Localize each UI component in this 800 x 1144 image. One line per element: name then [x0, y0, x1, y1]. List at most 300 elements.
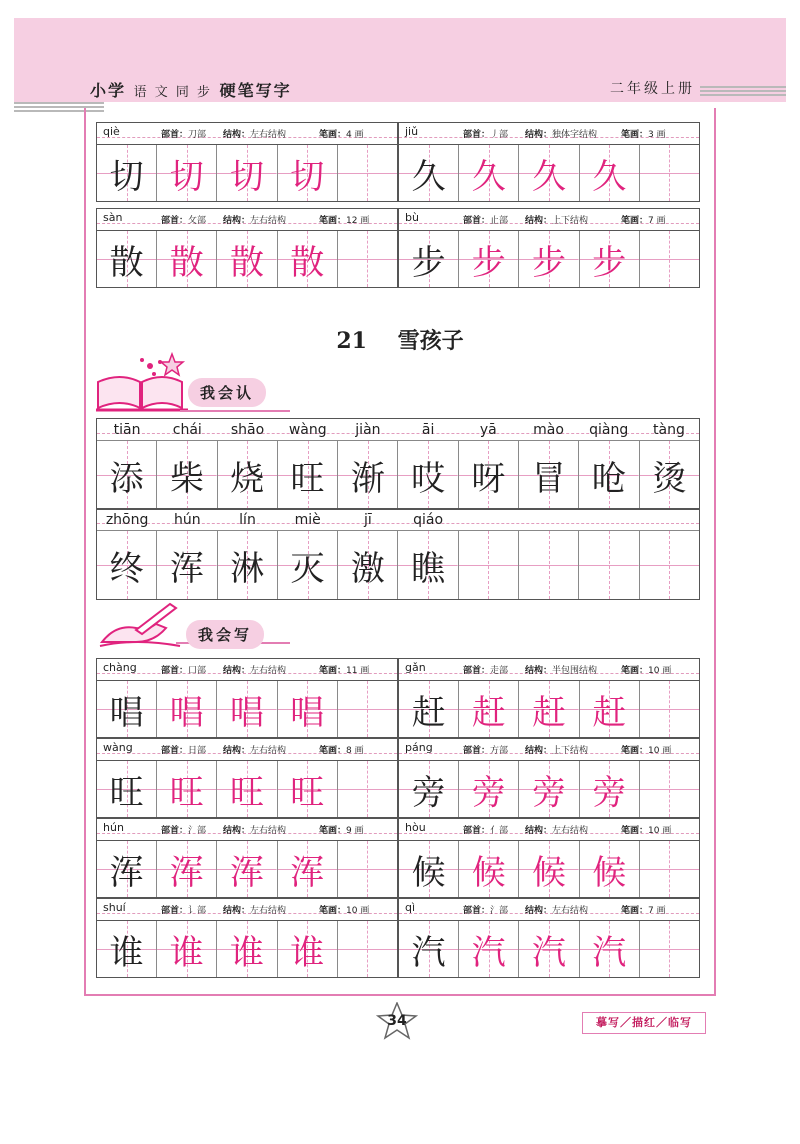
- radical-label: 部首：: [161, 130, 189, 140]
- strokes-value: 9 画: [346, 826, 364, 836]
- trace-char-cell[interactable]: [217, 761, 277, 817]
- structure-label: 结构：: [223, 746, 251, 756]
- trace-char: 久: [592, 156, 627, 197]
- char-radical: [463, 903, 508, 916]
- char-structure: [525, 823, 588, 836]
- recognize-char: 终: [109, 548, 144, 589]
- trace-char-cell[interactable]: [278, 841, 338, 897]
- writing-box-3: [96, 208, 398, 288]
- trace-char: 唱: [230, 692, 264, 733]
- model-char: 久: [411, 156, 446, 197]
- radical-value: 丿部: [490, 130, 509, 140]
- trace-char-cell[interactable]: [459, 231, 519, 287]
- practice-cells: [97, 145, 397, 201]
- blank-practice-cell[interactable]: [640, 761, 699, 817]
- recognize-char: 柴: [169, 458, 204, 499]
- practice-cells: [97, 921, 397, 977]
- model-char-cell: [399, 231, 459, 287]
- structure-value: 左右结构: [250, 746, 287, 756]
- strokes-label: 笔画：: [319, 130, 347, 140]
- trace-char-cell[interactable]: [459, 921, 519, 977]
- char-structure: [223, 663, 286, 676]
- structure-label: 结构：: [525, 906, 553, 916]
- writing-box-1: [96, 122, 398, 202]
- char-radical: [463, 127, 508, 140]
- trace-char-cell[interactable]: [580, 921, 640, 977]
- char-strokes: [621, 743, 671, 756]
- recognize-pinyin: lín: [239, 512, 256, 528]
- radical-label: 部首：: [463, 746, 491, 756]
- strokes-label: 笔画：: [319, 826, 347, 836]
- practice-cells: [97, 681, 397, 737]
- trace-char-cell[interactable]: [519, 921, 579, 977]
- structure-label: 结构：: [525, 746, 553, 756]
- structure-value: 左右结构: [250, 906, 287, 916]
- trace-char: 浑: [230, 852, 264, 893]
- trace-char: 谁: [169, 932, 204, 973]
- char-pinyin: hòu: [405, 821, 426, 834]
- trace-char: 切: [230, 156, 264, 197]
- char-info: [399, 739, 699, 761]
- model-char-cell: [399, 761, 459, 817]
- trace-char: 切: [290, 156, 325, 197]
- recognize-grid: [96, 418, 700, 510]
- trace-char-cell[interactable]: [519, 145, 579, 201]
- strokes-value: 11 画: [346, 666, 370, 676]
- model-char: 谁: [109, 932, 144, 973]
- trace-char: 候: [471, 852, 506, 893]
- recognize-char-cell: [579, 441, 639, 509]
- structure-value: 半包围结构: [552, 666, 598, 676]
- trace-char: 唱: [290, 692, 325, 733]
- trace-char-cell[interactable]: [278, 231, 338, 287]
- recognize-pinyin: shāo: [230, 422, 265, 438]
- trace-char-cell[interactable]: [217, 145, 277, 201]
- trace-char: 谁: [230, 932, 264, 973]
- recognize-label: 我会认: [188, 378, 266, 407]
- recognize-char: 渐: [350, 458, 385, 499]
- recognize-pinyin: jī: [364, 512, 372, 528]
- recognize-pinyin: [458, 509, 518, 530]
- char-structure: [525, 663, 597, 676]
- recognize-pinyin: āi: [421, 422, 435, 438]
- trace-char-cell[interactable]: [217, 231, 277, 287]
- trace-char: 散: [169, 242, 204, 283]
- trace-char: 谁: [290, 932, 325, 973]
- model-char-cell: [399, 145, 459, 201]
- blank-practice-cell[interactable]: [640, 231, 699, 287]
- char-info: [399, 899, 699, 921]
- structure-value: 上下结构: [552, 216, 589, 226]
- trace-char: 旁: [471, 772, 506, 813]
- strokes-value: 4 画: [346, 130, 364, 140]
- trace-char-cell[interactable]: [157, 761, 217, 817]
- trace-char-cell[interactable]: [278, 681, 338, 737]
- recognize-char: 淋: [230, 548, 265, 589]
- recognize-char: 呛: [592, 458, 627, 499]
- structure-label: 结构：: [223, 216, 251, 226]
- recognize-row-2: [97, 509, 699, 599]
- recognize-pinyin: [579, 509, 639, 530]
- writing-box-write-7: [96, 898, 398, 978]
- structure-label: 结构：: [223, 130, 251, 140]
- radical-label: 部首：: [161, 666, 189, 676]
- model-char: 候: [411, 852, 446, 893]
- model-char: 步: [411, 242, 446, 283]
- strokes-label: 笔画：: [621, 130, 649, 140]
- recognize-char: 哎: [411, 458, 446, 499]
- page-number-text: 34: [387, 1013, 407, 1029]
- recognize-char-cell: [640, 441, 699, 509]
- structure-label: 结构：: [525, 130, 553, 140]
- recognize-pinyin: [639, 509, 699, 530]
- trace-char: 步: [471, 242, 506, 283]
- recognize-char-cell: [278, 531, 338, 599]
- writing-box-write-4: [398, 738, 700, 818]
- trace-char-cell[interactable]: [459, 145, 519, 201]
- trace-char: 旺: [290, 772, 325, 813]
- char-pinyin: chàng: [103, 661, 137, 674]
- char-info: [97, 123, 397, 145]
- recognize-char: 激: [350, 548, 385, 589]
- book-title-part1: 小学: [90, 81, 127, 100]
- strokes-value: 10 画: [648, 666, 672, 676]
- char-info: [97, 819, 397, 841]
- blank-practice-cell[interactable]: [338, 681, 397, 737]
- strokes-label: 笔画：: [319, 216, 347, 226]
- recognize-char: 浑: [169, 548, 204, 589]
- radical-value: 方部: [490, 746, 509, 756]
- char-info: [97, 739, 397, 761]
- model-char: 赶: [411, 692, 446, 733]
- book-title-part3: 硬笔写字: [219, 81, 292, 100]
- radical-value: 口部: [188, 666, 207, 676]
- model-char: 浑: [109, 852, 144, 893]
- blank-practice-cell[interactable]: [338, 231, 397, 287]
- trace-char-cell[interactable]: [580, 681, 640, 737]
- char-strokes: [319, 903, 369, 916]
- recognize-char: 瞧: [411, 548, 446, 589]
- writing-box-write-1: [96, 658, 398, 738]
- char-pinyin: qiè: [103, 125, 120, 138]
- recognize-grid-2: [96, 508, 700, 600]
- strokes-value: 12 画: [346, 216, 370, 226]
- model-char-cell: [399, 841, 459, 897]
- char-strokes: [621, 213, 666, 226]
- radical-value: 讠部: [188, 906, 207, 916]
- char-structure: [525, 213, 588, 226]
- blank-practice-cell[interactable]: [338, 761, 397, 817]
- footer-tag: 摹写／描红／临写: [582, 1012, 706, 1034]
- trace-char: 浑: [169, 852, 204, 893]
- practice-cells: [399, 681, 699, 737]
- trace-char-cell[interactable]: [157, 145, 217, 201]
- trace-char-cell[interactable]: [580, 841, 640, 897]
- practice-cells: [399, 145, 699, 201]
- practice-cells: [399, 921, 699, 977]
- practice-cells: [97, 231, 397, 287]
- recognize-pinyin: qiáo: [413, 512, 444, 528]
- blank-practice-cell[interactable]: [338, 921, 397, 977]
- char-radical: [463, 743, 508, 756]
- trace-char: 久: [471, 156, 506, 197]
- trace-char: 候: [592, 852, 627, 893]
- model-char-cell: [97, 921, 157, 977]
- model-char-cell: [97, 231, 157, 287]
- char-info: [399, 659, 699, 681]
- structure-value: 左右结构: [250, 666, 287, 676]
- trace-char-cell[interactable]: [157, 921, 217, 977]
- book-title-part2: 语 文 同 步: [133, 85, 212, 100]
- trace-char-cell[interactable]: [459, 841, 519, 897]
- recognize-pinyin: chái: [172, 422, 202, 438]
- trace-char: 散: [290, 242, 325, 283]
- recognize-pinyin: [518, 509, 578, 530]
- char-strokes: [621, 127, 666, 140]
- radical-label: 部首：: [463, 906, 491, 916]
- recognize-char-cell: [278, 441, 338, 509]
- structure-label: 结构：: [223, 666, 251, 676]
- recognize-char-cell: [338, 531, 398, 599]
- trace-char: 汽: [592, 932, 627, 973]
- practice-cells: [97, 841, 397, 897]
- recognize-char-cell: [218, 531, 278, 599]
- char-strokes: [621, 903, 666, 916]
- recognize-char: 旺: [290, 458, 325, 499]
- trace-char-cell[interactable]: [217, 841, 277, 897]
- radical-value: 止部: [490, 216, 509, 226]
- recognize-char-cell: [519, 441, 579, 509]
- radical-label: 部首：: [161, 826, 189, 836]
- trace-char-cell[interactable]: [459, 681, 519, 737]
- trace-char: 赶: [592, 692, 627, 733]
- writing-box-2: [398, 122, 700, 202]
- strokes-label: 笔画：: [621, 746, 649, 756]
- trace-char-cell[interactable]: [157, 681, 217, 737]
- strokes-value: 7 画: [648, 906, 666, 916]
- char-structure: [525, 127, 597, 140]
- char-radical: [161, 823, 206, 836]
- trace-char-cell[interactable]: [278, 145, 338, 201]
- char-strokes: [319, 663, 369, 676]
- blank-practice-cell[interactable]: [640, 145, 699, 201]
- recognize-char-cell: [157, 441, 217, 509]
- lesson-title: [0, 324, 800, 355]
- trace-char-cell[interactable]: [278, 761, 338, 817]
- char-info: [399, 209, 699, 231]
- char-structure: [525, 903, 588, 916]
- model-char-cell: [97, 681, 157, 737]
- blank-practice-cell[interactable]: [640, 681, 699, 737]
- char-radical: [463, 663, 508, 676]
- model-char: 散: [109, 242, 144, 283]
- practice-cells: [399, 841, 699, 897]
- trace-char-cell[interactable]: [157, 231, 217, 287]
- lesson-name: 雪孩子: [397, 328, 464, 354]
- model-char: 切: [109, 156, 144, 197]
- model-char-cell: [97, 145, 157, 201]
- open-book-icon: [92, 352, 192, 412]
- trace-char: 赶: [532, 692, 566, 733]
- structure-value: 左右结构: [250, 826, 287, 836]
- writing-box-write-2: [398, 658, 700, 738]
- trace-char-cell[interactable]: [580, 231, 640, 287]
- strokes-label: 笔画：: [621, 666, 649, 676]
- radical-label: 部首：: [463, 666, 491, 676]
- model-char-cell: [97, 761, 157, 817]
- trace-char: 旺: [169, 772, 204, 813]
- strokes-value: 10 画: [648, 746, 672, 756]
- char-pinyin: sàn: [103, 211, 123, 224]
- recognize-char: 冒: [531, 458, 566, 499]
- structure-value: 左右结构: [250, 216, 287, 226]
- trace-char: 旁: [592, 772, 627, 813]
- writing-box-4: [398, 208, 700, 288]
- trace-char-cell[interactable]: [157, 841, 217, 897]
- blank-practice-cell[interactable]: [338, 841, 397, 897]
- model-char-cell: [97, 841, 157, 897]
- writing-hand-icon: [96, 598, 186, 650]
- char-info: [399, 123, 699, 145]
- trace-char-cell[interactable]: [519, 841, 579, 897]
- trace-char-cell[interactable]: [519, 761, 579, 817]
- trace-char: 候: [532, 852, 566, 893]
- char-structure: [223, 213, 286, 226]
- strokes-label: 笔画：: [319, 746, 347, 756]
- char-info: [97, 659, 397, 681]
- trace-char-cell[interactable]: [580, 145, 640, 201]
- radical-label: 部首：: [161, 216, 189, 226]
- recognize-char-cell: [398, 531, 458, 599]
- practice-cells: [97, 761, 397, 817]
- char-info: [97, 899, 397, 921]
- radical-value: 氵部: [188, 826, 207, 836]
- radical-value: 攵部: [188, 216, 207, 226]
- model-char: 旺: [109, 772, 144, 813]
- strokes-label: 笔画：: [319, 906, 347, 916]
- practice-cells: [399, 231, 699, 287]
- trace-char-cell[interactable]: [278, 921, 338, 977]
- radical-value: 亻部: [490, 826, 509, 836]
- recognize-pinyin: tàng: [653, 422, 685, 438]
- char-radical: [463, 213, 508, 226]
- strokes-label: 笔画：: [621, 906, 649, 916]
- char-strokes: [319, 127, 364, 140]
- model-char: 汽: [411, 932, 446, 973]
- char-radical: [161, 663, 206, 676]
- recognize-pinyin: mào: [533, 422, 564, 438]
- model-char: 旁: [411, 772, 446, 813]
- radical-label: 部首：: [463, 130, 491, 140]
- book-title: [90, 78, 292, 101]
- radical-value: 日部: [188, 746, 207, 756]
- recognize-pinyin: miè: [294, 512, 321, 528]
- trace-char: 旺: [230, 772, 264, 813]
- radical-value: 走部: [490, 666, 509, 676]
- char-strokes: [319, 743, 364, 756]
- recognize-char-cell: [519, 531, 579, 599]
- trace-char: 步: [592, 242, 627, 283]
- recognize-char-cell: [157, 531, 217, 599]
- writing-box-write-3: [96, 738, 398, 818]
- trace-char: 久: [532, 156, 566, 197]
- trace-char-cell[interactable]: [217, 681, 277, 737]
- recognize-char: 添: [109, 458, 144, 499]
- blank-practice-cell[interactable]: [640, 841, 699, 897]
- char-pinyin: gǎn: [405, 661, 426, 674]
- structure-label: 结构：: [223, 826, 251, 836]
- trace-char-cell[interactable]: [519, 231, 579, 287]
- strokes-value: 7 画: [648, 216, 666, 226]
- writing-box-write-5: [96, 818, 398, 898]
- trace-char: 步: [532, 242, 566, 283]
- model-char-cell: [399, 921, 459, 977]
- char-structure: [525, 743, 588, 756]
- strokes-value: 3 画: [648, 130, 666, 140]
- trace-char: 唱: [169, 692, 204, 733]
- model-char: 唱: [109, 692, 144, 733]
- page-number: [380, 1006, 414, 1036]
- recognize-pinyin: yā: [479, 422, 497, 438]
- recognize-char-cell: [640, 531, 699, 599]
- char-pinyin: wàng: [103, 741, 133, 754]
- header-stripes-right: [700, 86, 786, 96]
- recognize-char-cell: [459, 531, 519, 599]
- structure-label: 结构：: [525, 666, 553, 676]
- recognize-pinyin: qiàng: [589, 422, 629, 438]
- recognize-pinyin: hún: [173, 512, 201, 528]
- recognize-char-cell: [218, 441, 278, 509]
- trace-char-cell[interactable]: [217, 921, 277, 977]
- trace-char-cell[interactable]: [580, 761, 640, 817]
- recognize-pinyin: zhōng: [105, 512, 149, 528]
- strokes-value: 10 画: [346, 906, 370, 916]
- structure-value: 左右结构: [250, 130, 287, 140]
- char-pinyin: hún: [103, 821, 124, 834]
- char-radical: [463, 823, 508, 836]
- radical-label: 部首：: [463, 826, 491, 836]
- char-pinyin: jiǔ: [405, 125, 419, 138]
- structure-value: 上下结构: [552, 746, 589, 756]
- recognize-row-1: [97, 419, 699, 509]
- trace-char: 旁: [532, 772, 566, 813]
- char-info: [399, 819, 699, 841]
- char-radical: [161, 127, 206, 140]
- recognize-char: 烫: [652, 458, 687, 499]
- recognize-char-cell: [398, 441, 458, 509]
- char-structure: [223, 823, 286, 836]
- char-pinyin: shuí: [103, 901, 126, 914]
- recognize-pinyin: wàng: [288, 422, 327, 438]
- blank-practice-cell[interactable]: [338, 145, 397, 201]
- trace-char-cell[interactable]: [519, 681, 579, 737]
- strokes-label: 笔画：: [621, 826, 649, 836]
- blank-practice-cell[interactable]: [640, 921, 699, 977]
- strokes-label: 笔画：: [621, 216, 649, 226]
- radical-label: 部首：: [463, 216, 491, 226]
- trace-char: 赶: [471, 692, 506, 733]
- model-char-cell: [399, 681, 459, 737]
- structure-value: 左右结构: [552, 906, 589, 916]
- structure-value: 独体字结构: [552, 130, 598, 140]
- char-info: [97, 209, 397, 231]
- structure-label: 结构：: [525, 826, 553, 836]
- trace-char-cell[interactable]: [459, 761, 519, 817]
- writing-box-write-6: [398, 818, 700, 898]
- recognize-char-cell: [97, 441, 157, 509]
- recognize-char: 呀: [471, 458, 506, 499]
- strokes-label: 笔画：: [319, 666, 347, 676]
